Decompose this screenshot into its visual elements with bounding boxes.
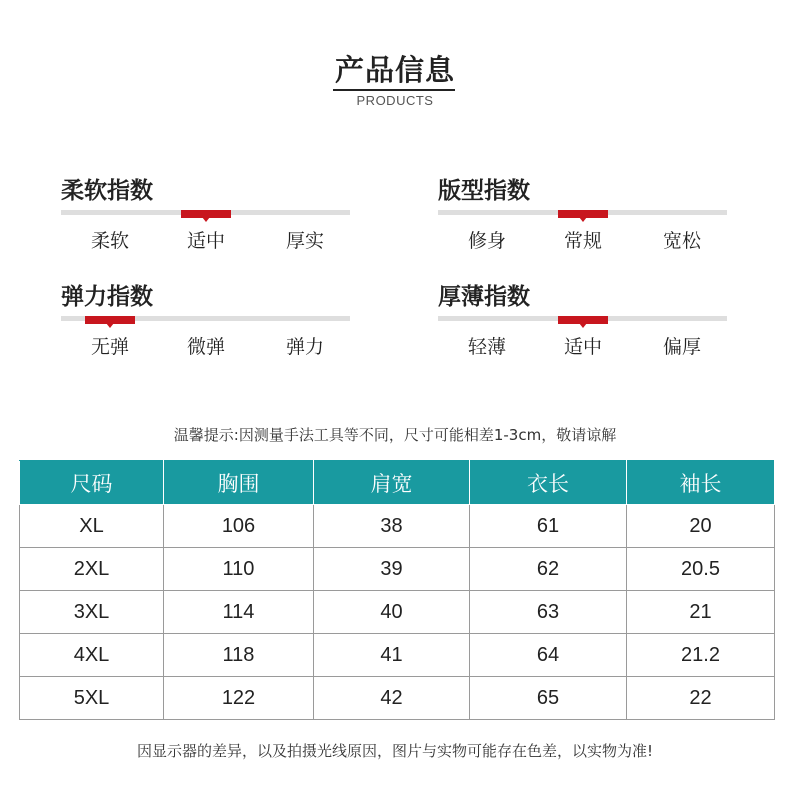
index-option: 柔软 — [90, 230, 129, 252]
index-option: 偏厚 — [662, 336, 701, 358]
index-title: 柔软指数 — [61, 178, 153, 204]
table-cell: 62 — [470, 548, 627, 591]
table-cell: 118 — [164, 634, 314, 677]
color-disclaimer: 因显示器的差异，以及拍摄光线原因，图片与实物可能存在色差，以实物为准! — [136, 742, 654, 760]
table-row — [20, 634, 775, 677]
table-cell: XL — [20, 505, 164, 548]
index-option: 弹力 — [285, 336, 324, 358]
table-cell: 2XL — [20, 548, 164, 591]
table-cell: 5XL — [20, 677, 164, 720]
table-cell: 122 — [164, 677, 314, 720]
index-option: 常规 — [563, 230, 602, 252]
index-marker — [558, 210, 608, 218]
index-option: 适中 — [186, 230, 225, 252]
index-title: 版型指数 — [438, 178, 530, 204]
header-size: 尺码 — [20, 461, 164, 505]
size-table — [19, 460, 775, 720]
table-row — [20, 548, 775, 591]
table-cell: 3XL — [20, 591, 164, 634]
table-cell: 64 — [470, 634, 627, 677]
fit-index — [438, 172, 727, 262]
index-option: 修身 — [467, 230, 506, 252]
index-option: 微弹 — [186, 336, 225, 358]
index-option: 厚实 — [285, 230, 324, 252]
measurement-note: 温馨提示:因测量手法工具等不同，尺寸可能相差1-3cm，敬请谅解 — [173, 426, 617, 444]
table-cell: 65 — [470, 677, 627, 720]
table-cell: 42 — [314, 677, 470, 720]
index-marker — [181, 210, 231, 218]
table-cell: 22 — [627, 677, 775, 720]
table-cell: 4XL — [20, 634, 164, 677]
index-title: 弹力指数 — [61, 284, 153, 310]
header-shoulder: 肩宽 — [314, 461, 470, 505]
index-title: 厚薄指数 — [438, 284, 530, 310]
index-marker — [558, 316, 608, 324]
table-cell: 20.5 — [627, 548, 775, 591]
index-option: 适中 — [563, 336, 602, 358]
table-cell: 38 — [314, 505, 470, 548]
table-cell: 41 — [314, 634, 470, 677]
table-cell: 40 — [314, 591, 470, 634]
index-marker — [85, 316, 135, 324]
table-row — [20, 505, 775, 548]
table-cell: 106 — [164, 505, 314, 548]
table-cell: 21.2 — [627, 634, 775, 677]
table-row — [20, 591, 775, 634]
header-length: 衣长 — [470, 461, 627, 505]
table-cell: 110 — [164, 548, 314, 591]
table-cell: 21 — [627, 591, 775, 634]
table-cell: 114 — [164, 591, 314, 634]
table-row — [20, 677, 775, 720]
table-header-row — [20, 461, 775, 505]
index-option: 轻薄 — [467, 336, 506, 358]
elasticity-index — [61, 278, 350, 368]
softness-index — [61, 172, 350, 262]
table-cell: 20 — [627, 505, 775, 548]
header-sleeve: 袖长 — [627, 461, 775, 505]
page-title: 产品信息 — [334, 53, 455, 87]
index-option: 无弹 — [90, 336, 129, 358]
table-cell: 63 — [470, 591, 627, 634]
header-chest: 胸围 — [164, 461, 314, 505]
page-subtitle: PRODUCTS — [356, 93, 434, 108]
thickness-index — [438, 278, 727, 368]
title-underline — [333, 89, 455, 91]
index-option: 宽松 — [662, 230, 701, 252]
table-cell: 39 — [314, 548, 470, 591]
table-cell: 61 — [470, 505, 627, 548]
